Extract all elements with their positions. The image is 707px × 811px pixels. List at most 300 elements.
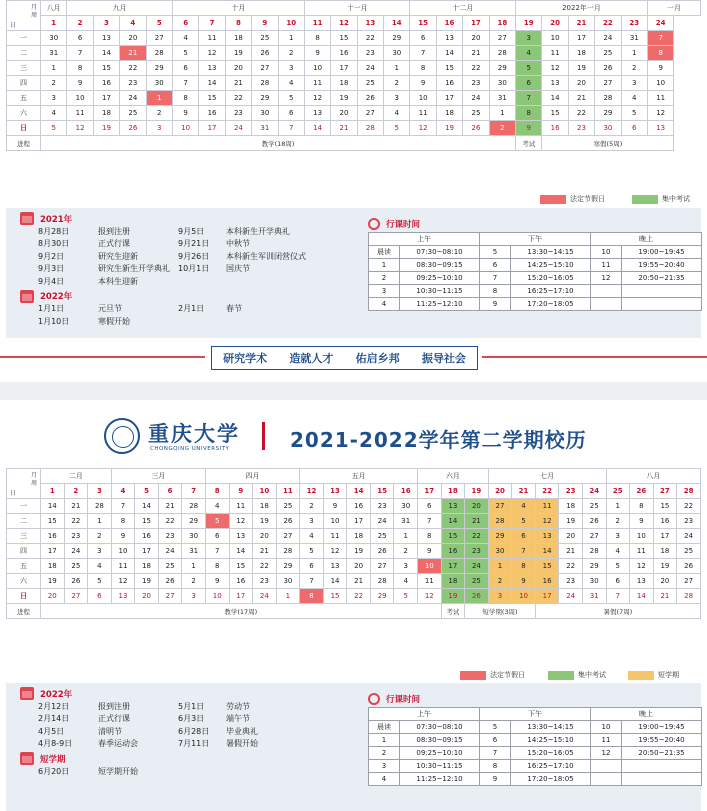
timetable-cell: 11	[591, 259, 622, 272]
calendar-day-cell: 31	[394, 514, 418, 529]
week-number: 21	[512, 484, 536, 499]
calendar-day-cell: 18	[225, 31, 251, 46]
calendar-day-cell: 17	[135, 544, 159, 559]
calendar-day-cell: 28	[488, 514, 512, 529]
calendar-day-cell: 28	[276, 544, 300, 559]
calendar-day-cell: 10	[67, 91, 93, 106]
month-header: 五月	[300, 469, 418, 484]
event-row	[20, 225, 346, 238]
month-header: 三月	[111, 469, 205, 484]
calendar-day-cell: 10	[323, 514, 347, 529]
term-progress-label: 进程	[7, 136, 41, 151]
calendar-day-cell: 16	[331, 46, 357, 61]
calendar-day-cell: 16	[441, 544, 465, 559]
calendar-day-cell: 27	[677, 574, 701, 589]
calendar-day-cell: 3	[41, 91, 67, 106]
week-number: 19	[516, 16, 542, 31]
calendar-day-cell: 17	[93, 91, 119, 106]
calendar-day-cell: 11	[630, 544, 654, 559]
calendar-day-cell: 15	[229, 559, 253, 574]
calendar-day-cell: 17	[331, 61, 357, 76]
timetable-cell: 5	[480, 721, 511, 734]
calendar-day-cell: 7	[300, 574, 324, 589]
calendar-day-cell: 7	[111, 499, 135, 514]
calendar-day-cell: 26	[120, 121, 146, 136]
calendar-day-cell: 6	[205, 529, 229, 544]
term-progress-label: 进程	[7, 604, 41, 619]
timetable-cell: 晨读	[369, 246, 400, 259]
timetable-cell: 17:20~18:05	[511, 773, 591, 786]
calendar-day-cell: 12	[647, 106, 673, 121]
calendar-day-cell: 20	[463, 31, 489, 46]
calendar-day-cell: 1	[88, 514, 112, 529]
calendar-day-cell: 21	[331, 121, 357, 136]
weekday-label: 六	[7, 106, 41, 121]
calendar-day-cell: 28	[489, 46, 515, 61]
timetable-cell: 14:25~15:10	[511, 734, 591, 747]
timetable-cell: 1	[369, 259, 400, 272]
corner-month-label: 月	[30, 4, 37, 11]
calendar-day-cell: 7	[410, 46, 436, 61]
motto-phrase: 佑启乡邦	[355, 352, 400, 365]
calendar-day-cell: 19	[559, 514, 583, 529]
week-number: 10	[278, 16, 304, 31]
divider-line-left	[0, 356, 205, 358]
calendar-day-cell: 25	[64, 559, 88, 574]
calendar-day-cell: 9	[516, 121, 542, 136]
notes-year-heading	[20, 752, 346, 765]
calendar-day-cell: 4	[516, 46, 542, 61]
calendar-day-cell: 17	[441, 559, 465, 574]
weekday-label: 一	[7, 499, 41, 514]
weekday-label: 二	[7, 46, 41, 61]
calendar-day-cell: 7	[647, 31, 673, 46]
week-number: 14	[347, 484, 371, 499]
calendar-day-cell: 8	[304, 31, 330, 46]
calendar-day-cell: 20	[120, 31, 146, 46]
calendar-day-cell: 30	[146, 76, 172, 91]
calendar-day-cell: 29	[182, 514, 206, 529]
calendar-day-cell: 15	[441, 529, 465, 544]
info-box-second-term	[6, 683, 701, 811]
timetable-cell: 10:30~11:15	[400, 760, 480, 773]
clock-icon	[368, 693, 380, 705]
event-name: 报到注册	[98, 701, 130, 711]
month-header: 七月	[488, 469, 606, 484]
calendar-day-cell: 15	[199, 91, 225, 106]
calendar-day-cell: 25	[595, 46, 621, 61]
calendar-day-cell: 30	[252, 106, 278, 121]
calendar-day-cell: 18	[441, 574, 465, 589]
calendar-day-cell: 4	[512, 499, 536, 514]
calendar-day-cell: 13	[93, 31, 119, 46]
week-number: 25	[606, 484, 630, 499]
calendar-day-cell: 20	[331, 106, 357, 121]
legend-focus-2	[548, 670, 606, 680]
calendar-day-cell: 15	[436, 61, 462, 76]
calendar-day-cell: 4	[205, 499, 229, 514]
calendar-day-cell: 16	[542, 121, 568, 136]
calendar-day-cell: 2	[621, 61, 647, 76]
timetable-cell: 晨读	[369, 721, 400, 734]
calendar-day-cell: 24	[465, 559, 489, 574]
calendar-day-cell: 15	[331, 31, 357, 46]
week-number: 18	[441, 484, 465, 499]
calendar-day-cell: 2	[394, 544, 418, 559]
corner-day-label: 日	[10, 22, 17, 29]
calendar-day-cell: 19	[93, 121, 119, 136]
timetable-cell: 10:30~11:15	[400, 285, 480, 298]
calendar-day-cell: 12	[229, 514, 253, 529]
calendar-day-cell: 6	[606, 574, 630, 589]
event-name: 毕业典礼	[226, 726, 258, 736]
timetable-cell: 19:00~19:45	[622, 721, 702, 734]
calendar-day-cell: 28	[252, 76, 278, 91]
clock-icon	[368, 218, 380, 230]
calendar-day-cell: 22	[559, 559, 583, 574]
calendar-day-cell: 2	[300, 499, 324, 514]
calendar-day-cell: 24	[559, 589, 583, 604]
calendar-day-cell: 16	[199, 106, 225, 121]
calendar-day-cell: 1	[621, 46, 647, 61]
week-number: 24	[582, 484, 606, 499]
month-header: 十二月	[410, 1, 516, 16]
calendar-day-cell: 10	[512, 589, 536, 604]
week-number: 6	[172, 16, 198, 31]
calendar-day-cell: 13	[630, 574, 654, 589]
timetable-cell: 4	[369, 773, 400, 786]
calendar-day-cell: 23	[370, 499, 394, 514]
timetable-period-header: 下午	[480, 233, 591, 246]
timetable-cell: 11:25~12:10	[400, 773, 480, 786]
week-number: 6	[158, 484, 182, 499]
calendar-day-cell: 23	[357, 46, 383, 61]
calendar-day-cell: 28	[357, 121, 383, 136]
calendar-icon	[20, 687, 34, 700]
timetable-cell: 2	[369, 272, 400, 285]
week-number: 10	[253, 484, 277, 499]
calendar-day-cell: 16	[93, 76, 119, 91]
calendar-day-cell: 1	[276, 589, 300, 604]
event-date: 2月12日	[38, 701, 70, 711]
calendar-day-cell: 18	[436, 106, 462, 121]
week-number: 26	[630, 484, 654, 499]
calendar-day-cell: 10	[172, 121, 198, 136]
calendar-day-cell: 8	[67, 61, 93, 76]
calendar-day-cell: 19	[347, 544, 371, 559]
calendar-day-cell: 21	[463, 46, 489, 61]
event-date: 1月10日	[38, 316, 70, 326]
motto-phrase: 造就人才	[289, 352, 334, 365]
week-number: 1	[41, 16, 67, 31]
calendar-day-cell: 11	[229, 499, 253, 514]
calendar-day-cell: 23	[253, 574, 277, 589]
calendar-day-cell: 16	[229, 574, 253, 589]
calendar-day-cell: 10	[418, 559, 442, 574]
calendar-day-cell: 16	[135, 529, 159, 544]
calendar-day-cell: 31	[489, 91, 515, 106]
calendar-day-cell: 21	[253, 544, 277, 559]
timetable-cell: 3	[369, 760, 400, 773]
event-date: 9月26日	[178, 251, 210, 261]
event-name: 清明节	[98, 726, 122, 736]
legend-holiday	[540, 194, 605, 204]
week-number: 9	[252, 16, 278, 31]
weekday-label: 二	[7, 514, 41, 529]
week-number: 23	[559, 484, 583, 499]
calendar-day-cell: 5	[205, 514, 229, 529]
timetable-cell	[622, 760, 702, 773]
legend-focus	[632, 194, 690, 204]
calendar-day-cell: 13	[229, 529, 253, 544]
calendar-day-cell: 22	[357, 31, 383, 46]
calendar-day-cell: 5	[394, 589, 418, 604]
calendar-day-cell: 4	[394, 574, 418, 589]
calendar-day-cell: 7	[172, 76, 198, 91]
event-name: 国庆节	[226, 264, 250, 274]
calendar-day-cell: 28	[146, 46, 172, 61]
calendar-day-cell: 6	[278, 106, 304, 121]
term-segment-exam: 考试	[441, 604, 465, 619]
event-name: 正式行课	[98, 239, 130, 249]
week-number: 23	[621, 16, 647, 31]
event-date: 4月5日	[38, 726, 65, 736]
calendar-day-cell: 27	[252, 61, 278, 76]
calendar-day-cell: 9	[418, 544, 442, 559]
class-times-table	[368, 707, 702, 786]
event-date: 4月8-9日	[38, 739, 73, 749]
calendar-day-cell: 17	[653, 529, 677, 544]
calendar-day-cell: 1	[278, 31, 304, 46]
calendar-day-cell: 2	[88, 529, 112, 544]
calendar-day-cell: 19	[331, 91, 357, 106]
calendar-day-cell: 4	[300, 529, 324, 544]
header-divider	[262, 422, 265, 450]
calendar-day-cell: 5	[172, 46, 198, 61]
calendar-day-cell: 26	[595, 61, 621, 76]
event-date: 5月1日	[178, 701, 205, 711]
calendar-day-cell: 13	[111, 589, 135, 604]
week-number: 17	[463, 16, 489, 31]
calendar-table-first-term	[6, 0, 701, 151]
event-date: 9月2日	[38, 251, 65, 261]
calendar-day-cell: 16	[653, 514, 677, 529]
weekday-label: 五	[7, 559, 41, 574]
calendar-day-cell: 19	[436, 121, 462, 136]
event-row	[20, 738, 346, 751]
calendar-day-cell: 7	[512, 544, 536, 559]
calendar-day-cell: 30	[582, 574, 606, 589]
calendar-day-cell: 18	[41, 559, 65, 574]
calendar-day-cell: 24	[677, 529, 701, 544]
calendar-day-cell: 9	[512, 574, 536, 589]
calendar-day-cell: 30	[595, 121, 621, 136]
calendar-day-cell: 19	[653, 559, 677, 574]
legend-swatch-holiday	[460, 671, 486, 680]
calendar-day-cell: 20	[253, 529, 277, 544]
month-header: 2022年一月	[516, 1, 648, 16]
calendar-day-cell: 4	[172, 31, 198, 46]
calendar-day-cell: 23	[677, 514, 701, 529]
week-number: 11	[276, 484, 300, 499]
calendar-day-cell: 19	[253, 514, 277, 529]
calendar-day-cell: 9	[172, 106, 198, 121]
calendar-day-cell: 31	[252, 121, 278, 136]
calendar-day-cell: 7	[205, 544, 229, 559]
corner-week-label: 周	[30, 12, 37, 19]
calendar-day-cell: 6	[67, 31, 93, 46]
event-row	[20, 303, 346, 316]
calendar-day-cell: 23	[568, 121, 594, 136]
calendar-day-cell: 29	[488, 529, 512, 544]
calendar-day-cell: 6	[88, 589, 112, 604]
legend-short-term	[628, 670, 679, 680]
calendar-day-cell: 7	[418, 514, 442, 529]
calendar-day-cell: 29	[146, 61, 172, 76]
calendar-day-cell: 18	[568, 46, 594, 61]
calendar-day-cell: 14	[135, 499, 159, 514]
calendar-day-cell: 18	[559, 499, 583, 514]
month-header: 一月	[647, 1, 700, 16]
calendar-day-cell: 5	[278, 91, 304, 106]
event-name: 春节	[226, 304, 242, 314]
timetable-cell: 19:55~20:40	[622, 734, 702, 747]
week-number: 5	[146, 16, 172, 31]
legend-label-holiday: 法定节假日	[570, 195, 605, 203]
timetable-cell: 12	[591, 272, 622, 285]
calendar-day-cell: 25	[582, 499, 606, 514]
calendar-day-cell: 8	[111, 514, 135, 529]
calendar-day-cell: 30	[182, 529, 206, 544]
calendar-day-cell: 7	[516, 91, 542, 106]
calendar-day-cell: 26	[357, 91, 383, 106]
legend-holiday-2	[460, 670, 525, 680]
weekday-label: 一	[7, 31, 41, 46]
calendar-day-cell: 27	[158, 589, 182, 604]
calendar-day-cell: 3	[606, 529, 630, 544]
calendar-day-cell: 27	[488, 499, 512, 514]
calendar-day-cell: 25	[276, 499, 300, 514]
timetable-cell: 1	[369, 734, 400, 747]
timetable-cell	[622, 773, 702, 786]
calendar-day-cell: 27	[357, 106, 383, 121]
timetable-cell	[591, 760, 622, 773]
timetable-cell: 9	[480, 773, 511, 786]
timetable-period-header: 晚上	[591, 708, 702, 721]
week-number: 12	[300, 484, 324, 499]
calendar-day-cell: 9	[410, 76, 436, 91]
week-number: 14	[384, 16, 410, 31]
calendar-day-cell: 4	[41, 106, 67, 121]
calendar-corner	[7, 469, 41, 499]
timetable-cell: 7	[480, 272, 511, 285]
week-number: 9	[229, 484, 253, 499]
calendar-day-cell: 24	[120, 91, 146, 106]
timetable-cell: 17:20~18:05	[511, 298, 591, 311]
timetable-cell: 3	[369, 285, 400, 298]
calendar-day-cell: 3	[278, 61, 304, 76]
calendar-day-cell: 22	[120, 61, 146, 76]
calendar-day-cell: 28	[182, 499, 206, 514]
calendar-day-cell: 20	[225, 61, 251, 76]
event-name: 中秋节	[226, 239, 250, 249]
month-header: 十月	[172, 1, 304, 16]
timetable-cell: 16:25~17:10	[511, 760, 591, 773]
event-name: 本科新生军训闭营仪式	[226, 251, 306, 261]
calendar-day-cell: 17	[347, 514, 371, 529]
calendar-day-cell: 4	[88, 559, 112, 574]
calendar-day-cell: 23	[465, 544, 489, 559]
calendar-day-cell: 15	[535, 559, 559, 574]
term-segment-teach: 教学(18周)	[41, 136, 516, 151]
calendar-day-cell: 30	[489, 76, 515, 91]
calendar-day-cell: 24	[357, 61, 383, 76]
calendar-day-cell: 14	[630, 589, 654, 604]
calendar-day-cell: 3	[146, 121, 172, 136]
calendar-day-cell: 18	[93, 106, 119, 121]
calendar-day-cell: 12	[67, 121, 93, 136]
timetable-cell: 8	[480, 285, 511, 298]
calendar-day-cell: 9	[323, 499, 347, 514]
legend-swatch-short	[628, 671, 654, 680]
calendar-day-cell: 12	[199, 46, 225, 61]
calendar-day-cell: 22	[465, 529, 489, 544]
calendar-day-cell: 24	[158, 544, 182, 559]
calendar-day-cell: 29	[489, 61, 515, 76]
events-list-second-term	[20, 687, 346, 778]
motto-phrase: 研究学术	[223, 352, 268, 365]
timetable-cell: 6	[480, 734, 511, 747]
week-number: 8	[225, 16, 251, 31]
calendar-day-cell: 17	[199, 121, 225, 136]
notes-year-heading	[20, 290, 346, 303]
calendar-day-cell: 3	[488, 589, 512, 604]
calendar-day-cell: 3	[384, 91, 410, 106]
calendar-day-cell: 25	[465, 574, 489, 589]
calendar-day-cell: 9	[111, 529, 135, 544]
calendar-day-cell: 23	[120, 76, 146, 91]
calendar-day-cell: 11	[418, 574, 442, 589]
weekday-label: 四	[7, 544, 41, 559]
calendar-day-cell: 8	[410, 61, 436, 76]
week-number: 2	[64, 484, 88, 499]
week-number: 7	[182, 484, 206, 499]
term-segment-vacation: 暑假(7周)	[535, 604, 700, 619]
event-date: 1月1日	[38, 304, 65, 314]
calendar-header	[0, 400, 707, 466]
event-date: 9月5日	[178, 226, 205, 236]
calendar-day-cell: 23	[158, 529, 182, 544]
week-number: 2	[67, 16, 93, 31]
calendar-day-cell: 22	[64, 514, 88, 529]
calendar-day-cell: 1	[489, 106, 515, 121]
calendar-day-cell: 27	[276, 529, 300, 544]
calendar-day-cell: 9	[205, 574, 229, 589]
calendar-day-cell: 22	[253, 559, 277, 574]
calendar-day-cell: 30	[276, 574, 300, 589]
corner-day-label: 日	[10, 490, 17, 497]
calendar-panel-first-term	[0, 0, 707, 382]
calendar-day-cell: 18	[347, 529, 371, 544]
event-date: 8月28日	[38, 226, 70, 236]
timetable-cell: 19:00~19:45	[622, 246, 702, 259]
calendar-day-cell: 20	[135, 589, 159, 604]
calendar-day-cell: 28	[582, 544, 606, 559]
calendar-day-cell: 14	[41, 499, 65, 514]
timetable-cell: 15:20~16:05	[511, 747, 591, 760]
calendar-day-cell: 13	[535, 529, 559, 544]
calendar-day-cell: 23	[225, 106, 251, 121]
